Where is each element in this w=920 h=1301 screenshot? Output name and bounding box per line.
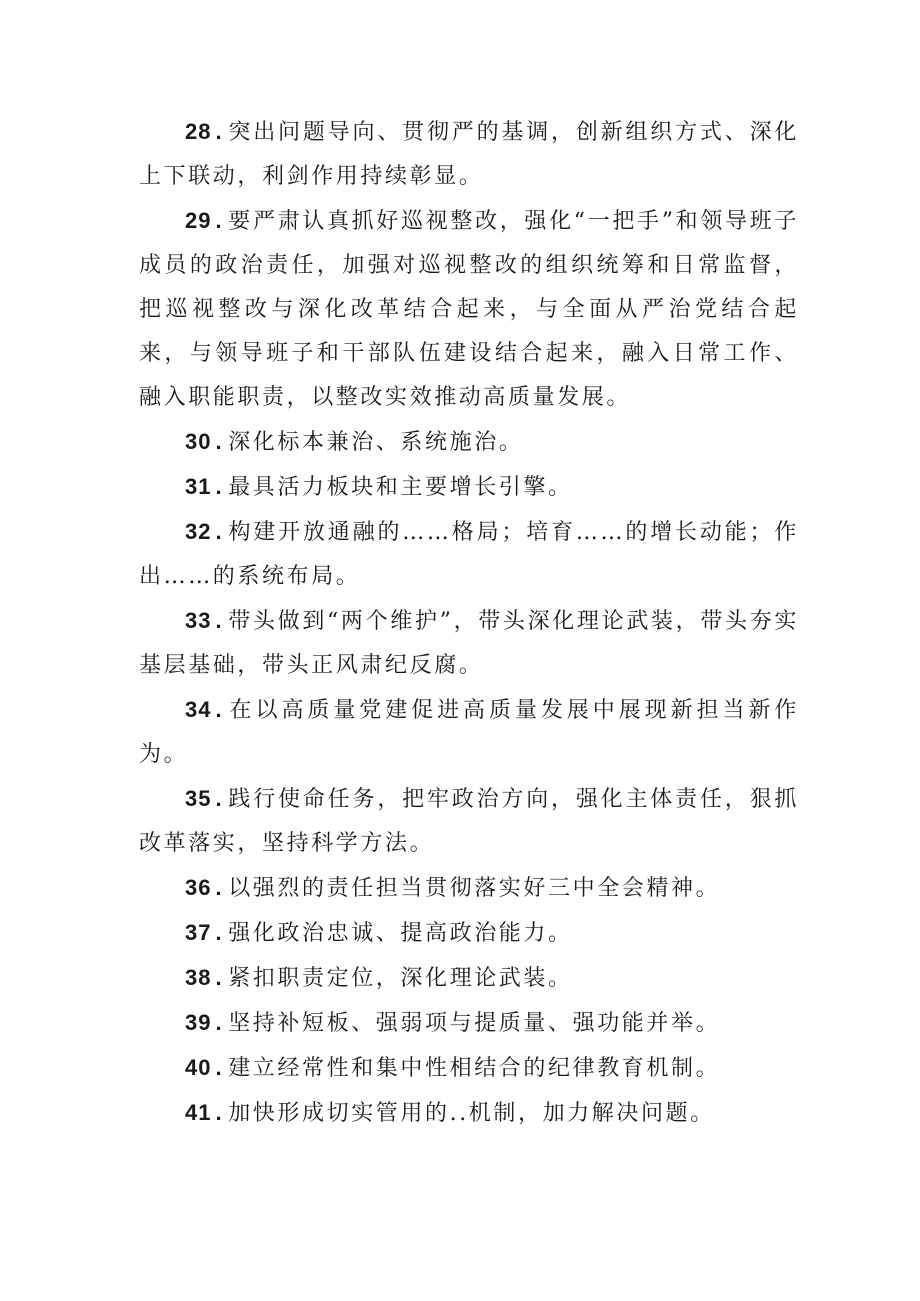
- list-item-30: [139, 420, 799, 465]
- item-text: 紧扣职责定位，深化理论武装。: [228, 966, 573, 991]
- item-separator: .: [215, 608, 225, 633]
- list-item-36: [139, 866, 799, 911]
- item-text: 强化政治忠诚、提高政治能力。: [228, 921, 573, 946]
- list-item-28: [139, 110, 799, 199]
- item-number: 31: [185, 474, 212, 499]
- item-text: 在以高质量党建促进高质量发展中展现新担当新作为。: [139, 698, 799, 767]
- list-item-31: [139, 465, 799, 510]
- item-separator: .: [215, 875, 225, 900]
- item-separator: .: [215, 920, 225, 945]
- item-text: 深化标本兼治、系统施治。: [228, 430, 524, 455]
- item-separator: .: [215, 1055, 225, 1080]
- item-number: 36: [185, 875, 212, 900]
- item-separator: .: [215, 208, 225, 233]
- item-number: 38: [185, 965, 212, 990]
- list-item-32: [139, 510, 799, 599]
- item-text: 突出问题导向、贯彻严的基调，创新组织方式、深化上下联动，利剑作用持续彰显。: [139, 120, 799, 189]
- item-number: 35: [185, 786, 212, 811]
- list-item-35: [139, 777, 799, 866]
- item-number: 39: [185, 1010, 212, 1035]
- item-number: 30: [185, 429, 212, 454]
- item-separator: .: [215, 965, 225, 990]
- list-item-29: [139, 199, 799, 420]
- list-item-33: [139, 599, 799, 688]
- item-separator: .: [215, 474, 225, 499]
- item-number: 41: [185, 1100, 212, 1125]
- item-text: 加快形成切实管用的..机制，加力解决问题。: [228, 1101, 715, 1126]
- item-number: 40: [185, 1055, 212, 1080]
- item-text: 践行使命任务，把牢政治方向，强化主体责任，狠抓改革落实，坚持科学方法。: [139, 787, 799, 856]
- item-separator: .: [215, 786, 225, 811]
- item-separator: .: [215, 697, 225, 722]
- item-text: 以强烈的责任担当贯彻落实好三中全会精神。: [228, 876, 721, 901]
- item-number: 29: [185, 208, 212, 233]
- item-separator: .: [215, 519, 225, 544]
- document-body: [139, 110, 799, 1136]
- item-number: 33: [185, 608, 212, 633]
- list-item-38: [139, 956, 799, 1001]
- item-text: 建立经常性和集中性相结合的纪律教育机制。: [228, 1056, 721, 1081]
- item-separator: .: [215, 1100, 225, 1125]
- list-item-41: [139, 1091, 799, 1136]
- item-number: 34: [185, 697, 212, 722]
- item-text: 最具活力板块和主要增长引擎。: [228, 475, 573, 500]
- item-text: 带头做到“两个维护”，带头深化理论武装，带头夯实基层基础，带头正风肃纪反腐。: [139, 609, 799, 678]
- item-separator: .: [215, 119, 225, 144]
- item-text: 坚持补短板、强弱项与提质量、强功能并举。: [228, 1011, 721, 1036]
- list-item-34: [139, 688, 799, 777]
- item-text: 要严肃认真抓好巡视整改，强化“一把手”和领导班子成员的政治责任，加强对巡视整改的组织统筹和日常监督，把巡视整改与深化改革结合起来，与全面从严治党结合起来，与领导班子和干部队伍建设结合起来，融入日常工作、融入职能职责，以整改实效推动高质量发展。: [139, 209, 799, 410]
- list-item-39: [139, 1001, 799, 1046]
- item-number: 32: [185, 519, 212, 544]
- item-text: 构建开放通融的……格局；培育……的增长动能；作出……的系统布局。: [139, 520, 799, 589]
- list-item-40: [139, 1046, 799, 1091]
- item-separator: .: [215, 1010, 225, 1035]
- list-item-37: [139, 911, 799, 956]
- item-number: 37: [185, 920, 212, 945]
- item-number: 28: [185, 119, 212, 144]
- item-separator: .: [215, 429, 225, 454]
